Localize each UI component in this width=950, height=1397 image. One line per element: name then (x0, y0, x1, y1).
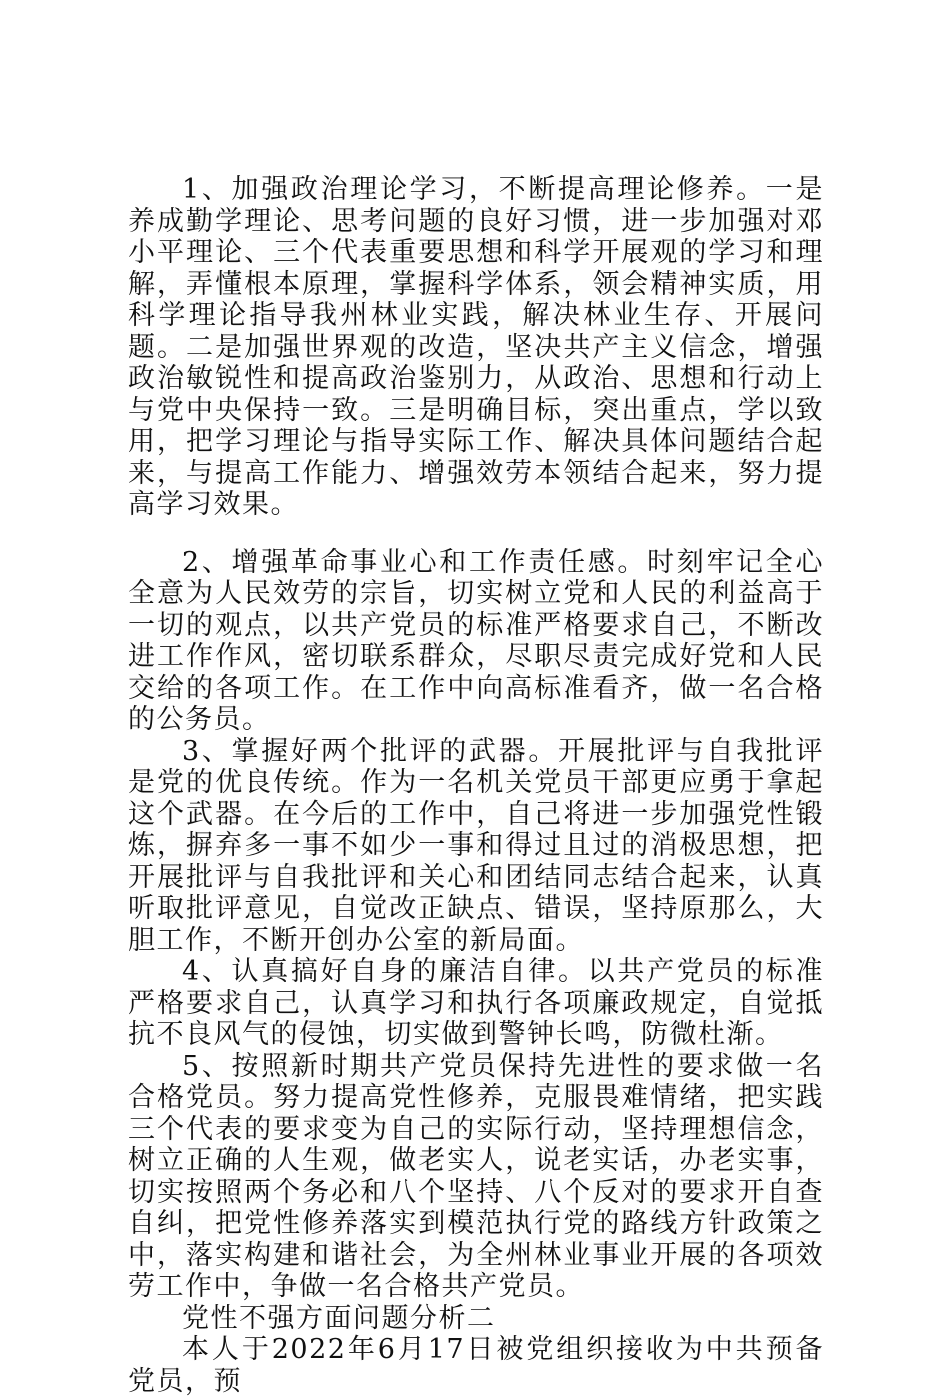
paragraph-6: 本人于2022年6月17日被党组织接收为中共预备党员，预 (128, 1334, 824, 1397)
paragraph-1: 1、加强政治理论学习，不断提高理论修养。一是养成勤学理论、思考问题的良好习惯，进一步加强对邓小平理论、三个代表重要思想和科学开展观的学习和理解，弄懂根本原理，掌握科学体系，领会精神实质，用科学理论指导我州林业实践，解决林业生存、开展问题。二是加强世界观的改造，坚决共产主义信念，增强政治敏锐性和提高政治鉴别力，从政治、思想和行动上与党中央保持一致。三是明确目标，突出重点，学以致用，把学习理论与指导实际工作、解决具体问题结合起来，与提高工作能力、增强效劳本领结合起来，努力提高学习效果。 (128, 174, 824, 520)
section-heading: 党性不强方面问题分析二 (182, 1302, 496, 1334)
document-page (128, 174, 824, 1397)
paragraph-4: 4、认真搞好自身的廉洁自律。以共产党员的标准严格要求自己，认真学习和执行各项廉政规定，自觉抵抗不良风气的侵蚀，切实做到警钟长鸣，防微杜渐。 (128, 956, 824, 1050)
paragraph-3: 3、掌握好两个批评的武器。开展批评与自我批评是党的优良传统。作为一名机关党员干部更应勇于拿起这个武器。在今后的工作中，自己将进一步加强党性锻炼，摒弃多一事不如少一事和得过且过的消极思想，把开展批评与自我批评和关心和团结同志结合起来，认真听取批评意见，自觉改正缺点、错误，坚持原那么，大胆工作，不断开创办公室的新局面。 (128, 735, 824, 956)
paragraph-5: 5、按照新时期共产党员保持先进性的要求做一名合格党员。努力提高党性修养，克服畏难情绪，把实践三个代表的要求变为自己的实际行动，坚持理想信念，树立正确的人生观，做老实人，说老实话，办老实事，切实按照两个务必和八个坚持、八个反对的要求开自查自纠，把党性修养落实到模范执行党的路线方针政策之中，落实构建和谐社会，为全州林业事业开展的各项效劳工作中，争做一名合格共产党员。 (128, 1050, 824, 1302)
paragraph-gap (128, 521, 824, 547)
paragraph-2: 2、增强革命事业心和工作责任感。时刻牢记全心全意为人民效劳的宗旨，切实树立党和人民的利益高于一切的观点，以共产党员的标准严格要求自己，不断改进工作作风，密切联系群众，尽职尽责完成好党和人民交给的各项工作。在工作中向高标准看齐，做一名合格的公务员。 (128, 546, 824, 735)
